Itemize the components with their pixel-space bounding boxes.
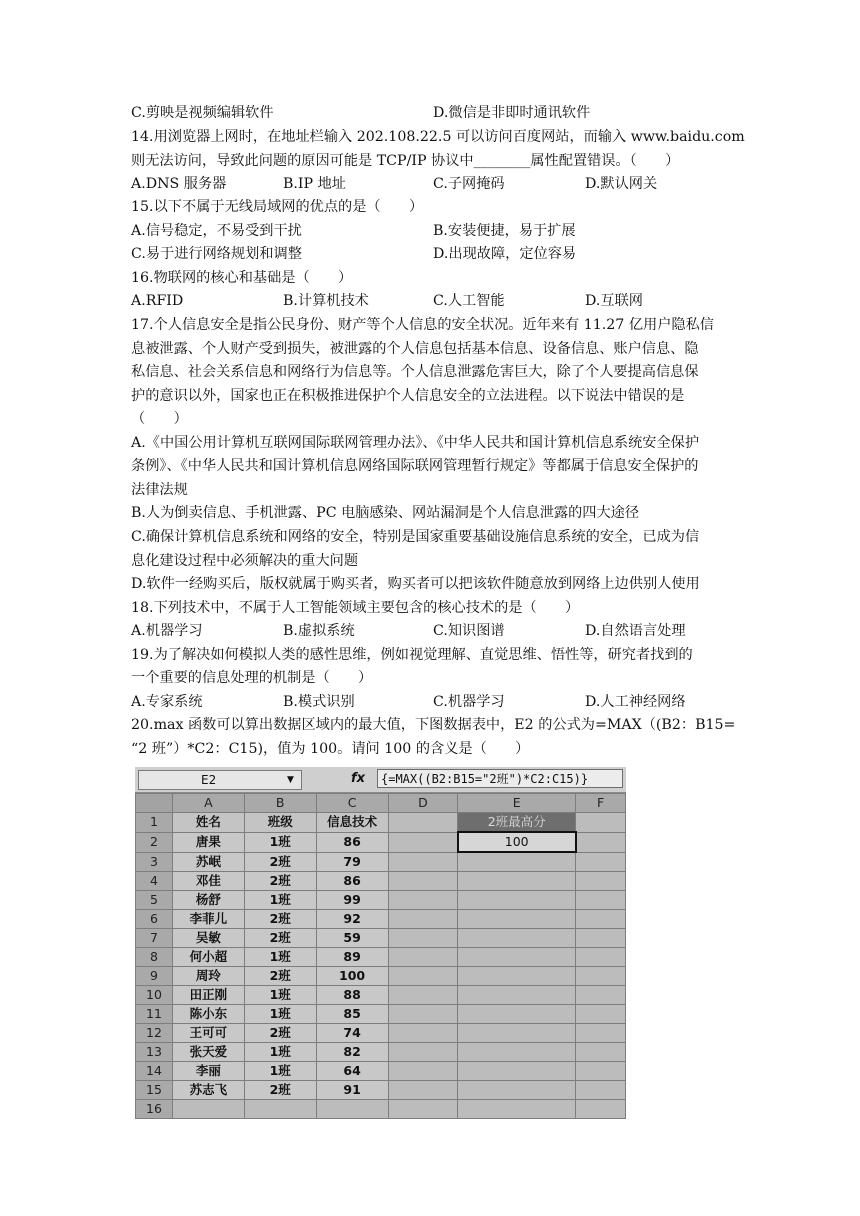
header-cell: 班级 <box>244 813 316 833</box>
q18-stem: 18.下列技术中，不属于人工智能领域主要包含的核心技术的是（ ） <box>131 600 580 616</box>
data-cell: 苏岷 <box>172 852 244 872</box>
data-cell: 91 <box>316 1081 388 1100</box>
empty-cell <box>458 1100 576 1119</box>
data-cell: 周玲 <box>172 967 244 986</box>
data-cell: 1班 <box>244 1005 316 1024</box>
data-cell: 吴敏 <box>172 929 244 948</box>
chevron-down-icon: ▼ <box>287 775 294 785</box>
data-cell: 89 <box>316 948 388 967</box>
data-cell: 陈小东 <box>172 1005 244 1024</box>
q15-option-b: B.安装便捷，易于扩展 <box>433 223 576 239</box>
row-header: 15 <box>136 1081 173 1100</box>
q14-option-a: A.DNS 服务器 <box>131 176 227 192</box>
data-cell: 2班 <box>244 872 316 891</box>
data-cell: 唐果 <box>172 832 244 852</box>
column-header-d: D <box>388 794 458 813</box>
column-header-e: E <box>458 794 576 813</box>
cell-e <box>458 1043 576 1062</box>
q17-stem-5: （ ） <box>131 411 188 427</box>
table-row <box>136 1081 626 1100</box>
cell-e <box>458 891 576 910</box>
empty-cell <box>244 1100 316 1119</box>
q18-option-b: B.虚拟系统 <box>283 623 355 639</box>
table-row <box>136 872 626 891</box>
cell-e <box>458 1062 576 1081</box>
cell-d1 <box>388 813 458 833</box>
cell-f <box>576 929 626 948</box>
table-row <box>136 929 626 948</box>
table-row <box>136 832 626 852</box>
q14-option-b: B.IP 地址 <box>283 176 346 192</box>
cell-f <box>576 1024 626 1043</box>
header-cell: 姓名 <box>172 813 244 833</box>
column-header-b: B <box>244 794 316 813</box>
data-cell: 1班 <box>244 986 316 1005</box>
q16-option-b: B.计算机技术 <box>283 293 369 309</box>
q17-option-c-1: C.确保计算机信息系统和网络的安全，特别是国家重要基础设施信息系统的安全，已成为信 <box>131 529 700 545</box>
cell-f1 <box>576 813 626 833</box>
q18-option-c: C.知识图谱 <box>433 623 505 639</box>
function-icon: fx <box>351 771 366 786</box>
row-header: 3 <box>136 852 173 872</box>
q19-option-c: C.机器学习 <box>433 694 505 710</box>
column-header-a: A <box>172 794 244 813</box>
row-header: 14 <box>136 1062 173 1081</box>
row-header: 2 <box>136 832 173 852</box>
cell-f <box>576 832 626 852</box>
data-cell: 何小超 <box>172 948 244 967</box>
q17-option-a-1: A.《中国公用计算机互联网国际联网管理办法》、《中华人民共和国计算机信息系统安全保护 <box>131 435 700 451</box>
sheet-table <box>135 793 626 1119</box>
cell-f <box>576 872 626 891</box>
q17-stem-1: 17.个人信息安全是指公民身份、财产等个人信息的安全状况。近年来有 11.27 亿用户隐私信 <box>131 317 714 333</box>
data-cell: 64 <box>316 1062 388 1081</box>
data-cell: 1班 <box>244 891 316 910</box>
q20-stem-2: “2 班”）*C2：C15)，值为 100。请问 100 的含义是（ ） <box>131 741 530 757</box>
cell-f <box>576 986 626 1005</box>
table-row <box>136 1024 626 1043</box>
data-cell: 张天爱 <box>172 1043 244 1062</box>
row-header: 4 <box>136 872 173 891</box>
cell-e <box>458 929 576 948</box>
q14-stem-2: 则无法访问，导致此问题的原因可能是 TCP/IP 协议中________属性配置错误。（ ） <box>131 153 680 169</box>
cell-e <box>458 1005 576 1024</box>
table-row <box>136 967 626 986</box>
cell-f <box>576 1005 626 1024</box>
q17-option-b: B.人为倒卖信息、手机泄露、PC 电脑感染、网站漏洞是个人信息泄露的四大途径 <box>131 505 640 521</box>
data-cell: 92 <box>316 910 388 929</box>
cell-d <box>388 832 458 852</box>
cell-e <box>458 948 576 967</box>
cell-f <box>576 852 626 872</box>
row-header: 13 <box>136 1043 173 1062</box>
data-cell: 李丽 <box>172 1062 244 1081</box>
q19-option-a: A.专家系统 <box>131 694 203 710</box>
formula-text: {=MAX((B2:B15="2班")*C2:C15)} <box>377 769 623 788</box>
row-header: 1 <box>136 813 173 833</box>
row-header: 5 <box>136 891 173 910</box>
data-cell: 82 <box>316 1043 388 1062</box>
table-row <box>136 1100 626 1119</box>
column-header-f: F <box>576 794 626 813</box>
name-box <box>138 770 302 790</box>
q17-option-a-3: 法律法规 <box>131 482 188 498</box>
data-cell: 88 <box>316 986 388 1005</box>
data-cell: 杨舒 <box>172 891 244 910</box>
cell-e1: 2班最高分 <box>458 813 576 833</box>
table-row <box>136 1005 626 1024</box>
q14-stem-1: 14.用浏览器上网时，在地址栏输入 202.108.22.5 可以访问百度网站，而输入 www.baidu.com <box>131 129 745 145</box>
row-header: 7 <box>136 929 173 948</box>
q14-option-c: C.子网掩码 <box>433 176 505 192</box>
q17-option-a-2: 条例》、《中华人民共和国计算机信息网络国际联网管理暂行规定》等都属于信息安全保护的 <box>131 458 699 474</box>
data-cell: 79 <box>316 852 388 872</box>
cell-f <box>576 948 626 967</box>
table-row <box>136 948 626 967</box>
cell-d <box>388 1024 458 1043</box>
cell-d <box>388 967 458 986</box>
empty-cell <box>316 1100 388 1119</box>
data-cell: 1班 <box>244 1043 316 1062</box>
data-cell: 1班 <box>244 1062 316 1081</box>
cell-f <box>576 910 626 929</box>
cell-e <box>458 852 576 872</box>
q13-option-c: C.剪映是视频编辑软件 <box>131 105 274 121</box>
cell-d <box>388 986 458 1005</box>
data-cell: 86 <box>316 872 388 891</box>
cell-f <box>576 1062 626 1081</box>
row-header: 16 <box>136 1100 173 1119</box>
empty-cell <box>576 1100 626 1119</box>
data-cell: 2班 <box>244 929 316 948</box>
table-row <box>136 1062 626 1081</box>
cell-f <box>576 967 626 986</box>
cell-e <box>458 910 576 929</box>
table-row <box>136 891 626 910</box>
data-cell: 99 <box>316 891 388 910</box>
q19-stem-2: 一个重要的信息处理的机制是（ ） <box>131 670 373 686</box>
q17-option-d: D.软件一经购买后，版权就属于购买者，购买者可以把该软件随意放到网络上边供别人使用 <box>131 576 700 592</box>
row-header: 11 <box>136 1005 173 1024</box>
data-cell: 74 <box>316 1024 388 1043</box>
q18-option-d: D.自然语言处理 <box>585 623 686 639</box>
data-cell: 2班 <box>244 1081 316 1100</box>
q15-option-d: D.出现故障，定位容易 <box>433 246 577 262</box>
row-header: 6 <box>136 910 173 929</box>
cell-d <box>388 872 458 891</box>
name-box-value: E2 <box>201 773 217 787</box>
cell-e2-active: 100 <box>458 832 576 852</box>
table-row <box>136 852 626 872</box>
q18-option-a: A.机器学习 <box>131 623 203 639</box>
data-cell: 1班 <box>244 948 316 967</box>
data-cell: 李菲儿 <box>172 910 244 929</box>
column-header-c: C <box>316 794 388 813</box>
cell-e <box>458 1024 576 1043</box>
data-cell: 田正刚 <box>172 986 244 1005</box>
data-cell: 2班 <box>244 967 316 986</box>
data-cell: 2班 <box>244 1024 316 1043</box>
data-cell: 王可可 <box>172 1024 244 1043</box>
data-cell: 2班 <box>244 852 316 872</box>
cell-e <box>458 967 576 986</box>
q13-option-d: D.微信是非即时通讯软件 <box>433 105 591 121</box>
data-cell: 2班 <box>244 910 316 929</box>
sheet-grid <box>135 793 626 1119</box>
row-header: 10 <box>136 986 173 1005</box>
row-header: 12 <box>136 1024 173 1043</box>
cell-f <box>576 891 626 910</box>
q19-stem-1: 19.为了解决如何模拟人类的感性思维，例如视觉理解、直觉思维、悟性等，研究者找到的 <box>131 647 693 663</box>
formula-bar <box>135 767 626 793</box>
q16-option-c: C.人工智能 <box>433 293 505 309</box>
q17-stem-2: 息被泄露、个人财产受到损失，被泄露的个人信息包括基本信息、设备信息、账户信息、隐 <box>131 341 699 357</box>
q15-stem: 15.以下不属于无线局域网的优点的是（ ） <box>131 199 424 215</box>
cell-d <box>388 1043 458 1062</box>
data-cell: 59 <box>316 929 388 948</box>
q16-stem: 16.物联网的核心和基础是（ ） <box>131 270 353 286</box>
row-header: 8 <box>136 948 173 967</box>
cell-f <box>576 1081 626 1100</box>
data-cell: 1班 <box>244 832 316 852</box>
cell-d <box>388 910 458 929</box>
cell-d <box>388 948 458 967</box>
q15-option-a: A.信号稳定，不易受到干扰 <box>131 223 302 239</box>
spreadsheet-figure <box>135 767 626 1116</box>
cell-d <box>388 1005 458 1024</box>
q19-option-d: D.人工神经网络 <box>585 694 686 710</box>
column-header-row <box>136 794 626 813</box>
header-cell: 信息技术 <box>316 813 388 833</box>
q16-option-d: D.互联网 <box>585 293 643 309</box>
q15-option-c: C.易于进行网络规划和调整 <box>131 246 302 262</box>
table-row <box>136 1043 626 1062</box>
data-cell: 86 <box>316 832 388 852</box>
data-cell: 100 <box>316 967 388 986</box>
cell-e <box>458 986 576 1005</box>
cell-d <box>388 891 458 910</box>
select-all-corner <box>136 794 173 813</box>
q17-stem-4: 护的意识以外，国家也正在积极推进保护个人信息安全的立法进程。以下说法中错误的是 <box>131 388 685 404</box>
cell-d <box>388 929 458 948</box>
table-row <box>136 910 626 929</box>
data-cell: 85 <box>316 1005 388 1024</box>
data-cell: 苏志飞 <box>172 1081 244 1100</box>
cell-e <box>458 872 576 891</box>
cell-e <box>458 1081 576 1100</box>
q14-option-d: D.默认网关 <box>585 176 658 192</box>
q19-option-b: B.模式识别 <box>283 694 355 710</box>
cell-f <box>576 1043 626 1062</box>
table-row <box>136 813 626 833</box>
row-header: 9 <box>136 967 173 986</box>
q16-option-a: A.RFID <box>131 293 184 309</box>
table-row <box>136 986 626 1005</box>
q20-stem-1: 20.max 函数可以算出数据区域内的最大值，下图数据表中，E2 的公式为=MAX（(B2：B15= <box>131 717 736 733</box>
q17-option-c-2: 息化建设过程中必须解决的重大问题 <box>131 553 359 569</box>
empty-cell <box>172 1100 244 1119</box>
q17-stem-3: 私信息、社会关系信息和网络行为信息等。个人信息泄露危害巨大，除了个人要提高信息保 <box>131 364 699 380</box>
data-cell: 邓佳 <box>172 872 244 891</box>
cell-d <box>388 852 458 872</box>
empty-cell <box>388 1100 458 1119</box>
cell-d <box>388 1062 458 1081</box>
cell-d <box>388 1081 458 1100</box>
